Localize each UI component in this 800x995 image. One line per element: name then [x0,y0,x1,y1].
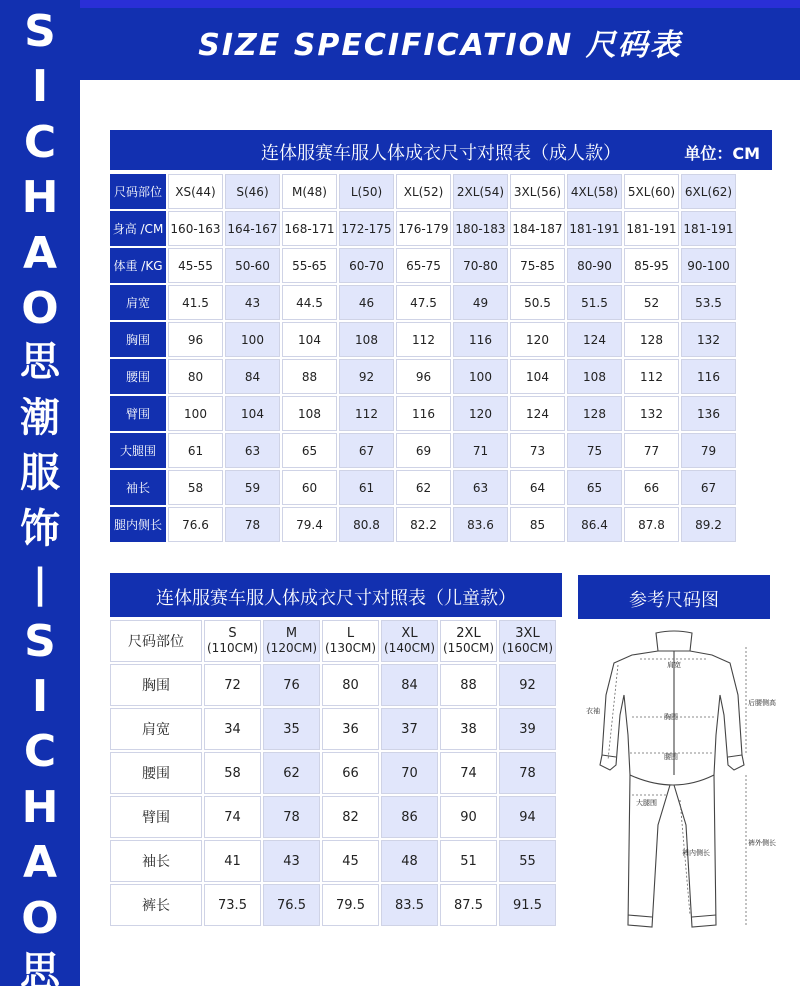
row-label: 腰围 [110,359,166,394]
table-cell: 74 [204,796,261,838]
table-cell: 116 [396,396,451,431]
table-cell: 58 [204,752,261,794]
table-cell: 66 [322,752,379,794]
size-height: (150CM) [443,640,494,655]
table-cell: 75-85 [510,248,565,283]
size-header-cell [204,620,261,662]
table-cell: 164-167 [225,211,280,246]
brand-char: O [21,283,59,334]
brand-char: C [23,117,57,168]
table-cell: 6XL(62) [681,174,736,209]
table-cell: 75 [567,433,622,468]
kids-table-row [110,840,556,882]
table-cell: 35 [263,708,320,750]
adult-table-row [110,322,736,357]
diagram-label-outseam: 裤外侧长 [748,839,776,847]
diagram-label-chest: 胸围 [664,713,678,721]
table-cell: 82 [322,796,379,838]
table-cell: 104 [282,322,337,357]
row-label: 臂围 [110,396,166,431]
table-cell: 136 [681,396,736,431]
brand-char: S [24,6,56,57]
table-cell: 73 [510,433,565,468]
size-header-cell [440,620,497,662]
row-label: 袖长 [110,840,202,882]
table-cell: 2XL(54) [453,174,508,209]
table-cell: 86.4 [567,507,622,542]
table-cell: 71 [453,433,508,468]
size-height: (110CM) [207,640,258,655]
table-cell: 59 [225,470,280,505]
table-cell: 108 [282,396,337,431]
table-cell: 65-75 [396,248,451,283]
kids-table-title: 连体服赛车服人体成衣尺寸对照表（儿童款） [156,588,516,609]
table-cell: 38 [440,708,497,750]
brand-char: 饰 [20,506,60,552]
table-cell: 78 [499,752,556,794]
table-cell: 41.5 [168,285,223,320]
table-cell: 45-55 [168,248,223,283]
table-cell: 76.5 [263,884,320,926]
table-cell: 104 [225,396,280,431]
table-cell: 49 [453,285,508,320]
table-cell: S(46) [225,174,280,209]
row-label: 肩宽 [110,708,202,750]
kids-table-row [110,884,556,926]
size-name: S [228,626,237,642]
racing-suit-diagram [578,625,776,935]
table-cell: 132 [624,396,679,431]
brand-char: H [21,782,59,833]
banner-strip [80,0,800,8]
table-cell: 61 [168,433,223,468]
brand-char: I [31,671,49,722]
table-cell: 79.4 [282,507,337,542]
table-cell: 80-90 [567,248,622,283]
table-cell: 77 [624,433,679,468]
table-cell: 112 [339,396,394,431]
table-cell: 80 [322,664,379,706]
table-cell: 80.8 [339,507,394,542]
adult-table-unit: 单位：CM [684,144,760,163]
table-cell: 180-183 [453,211,508,246]
reference-title: 参考尺码图 [629,590,719,611]
diagram-label-thigh: 大腿围 [636,799,657,807]
table-cell: 132 [681,322,736,357]
table-cell: 84 [225,359,280,394]
table-cell: 108 [567,359,622,394]
size-name: L [346,626,355,642]
table-cell: XS(44) [168,174,223,209]
size-height: (130CM) [325,640,376,655]
table-cell: 65 [567,470,622,505]
size-header-cell [381,620,438,662]
table-cell: 172-175 [339,211,394,246]
brand-vertical-text [0,0,80,995]
table-cell: 108 [339,322,394,357]
table-cell: 58 [168,470,223,505]
table-cell: 87.8 [624,507,679,542]
adult-table-row [110,285,736,320]
table-cell: 46 [339,285,394,320]
table-cell: 78 [225,507,280,542]
brand-char: I [31,61,49,112]
table-cell: 60-70 [339,248,394,283]
table-cell: 63 [453,470,508,505]
table-cell: 61 [339,470,394,505]
size-height: (160CM) [502,640,553,655]
table-cell: 120 [453,396,508,431]
brand-char: O [21,893,59,944]
table-cell: 50-60 [225,248,280,283]
table-cell: 67 [339,433,394,468]
row-label: 腰围 [110,752,202,794]
table-cell: 63 [225,433,280,468]
size-header-cell [263,620,320,662]
kids-table-row [110,796,556,838]
table-cell: 100 [168,396,223,431]
kids-table-header-row [110,620,556,662]
table-cell: 160-163 [168,211,223,246]
table-cell: 92 [339,359,394,394]
adult-table-header [110,130,772,170]
row-label: 尺码部位 [110,620,202,662]
table-cell: 124 [510,396,565,431]
table-cell: 65 [282,433,337,468]
table-cell: 78 [263,796,320,838]
adult-table-row [110,396,736,431]
table-cell: 62 [263,752,320,794]
adult-table-row [110,470,736,505]
adult-table-row [110,174,736,209]
row-label: 体重 /KG [110,248,166,283]
table-cell: 55-65 [282,248,337,283]
table-cell: 96 [168,322,223,357]
table-cell: 47.5 [396,285,451,320]
table-cell: 100 [453,359,508,394]
size-name: 3XL [515,626,540,642]
adult-table-row [110,211,736,246]
table-cell: XL(52) [396,174,451,209]
table-cell: 70-80 [453,248,508,283]
table-cell: 67 [681,470,736,505]
table-cell: 168-171 [282,211,337,246]
table-cell: 112 [624,359,679,394]
table-cell: 4XL(58) [567,174,622,209]
table-cell: 43 [225,285,280,320]
kids-table-row [110,752,556,794]
table-cell: 112 [396,322,451,357]
table-cell: 44.5 [282,285,337,320]
table-cell: 36 [322,708,379,750]
table-cell: 45 [322,840,379,882]
row-label: 胸围 [110,664,202,706]
size-header-cell [499,620,556,662]
adult-table-row [110,248,736,283]
table-cell: 73.5 [204,884,261,926]
kids-size-table [108,618,558,928]
row-label: 大腿围 [110,433,166,468]
brand-char: | [32,561,48,607]
size-height: (120CM) [266,640,317,655]
adult-table-row [110,507,736,542]
top-banner [80,0,800,80]
table-cell: 62 [396,470,451,505]
table-cell: 43 [263,840,320,882]
table-cell: 104 [510,359,565,394]
table-cell: 39 [499,708,556,750]
row-label: 腿内侧长 [110,507,166,542]
kids-table-row [110,664,556,706]
table-cell: 87.5 [440,884,497,926]
diagram-label-waist: 腰围 [664,753,678,761]
banner-title: SIZE SPECIFICATION 尺码表 [198,28,682,63]
size-name: M [285,626,298,642]
row-label: 肩宽 [110,285,166,320]
brand-char: C [23,726,57,777]
table-cell: 89.2 [681,507,736,542]
table-cell: 64 [510,470,565,505]
table-cell: 66 [624,470,679,505]
adult-table-row [110,359,736,394]
brand-char: 潮 [20,395,60,441]
table-cell: 84 [381,664,438,706]
table-cell: 79 [681,433,736,468]
size-name: 2XL [456,626,481,642]
diagram-label-sleeve: 衣袖 [586,707,600,715]
table-cell: 176-179 [396,211,451,246]
table-cell: 34 [204,708,261,750]
table-cell: M(48) [282,174,337,209]
table-cell: 83.5 [381,884,438,926]
size-header-cell [322,620,379,662]
table-cell: 120 [510,322,565,357]
table-cell: 184-187 [510,211,565,246]
racing-suit-illustration [578,625,776,935]
table-cell: 5XL(60) [624,174,679,209]
table-cell: 181-191 [681,211,736,246]
table-cell: 116 [681,359,736,394]
row-label: 身高 /CM [110,211,166,246]
table-cell: 88 [282,359,337,394]
diagram-label-back-length: 后腰侧高 [748,699,776,707]
table-cell: 53.5 [681,285,736,320]
table-cell: 94 [499,796,556,838]
adult-table-row [110,433,736,468]
table-cell: 128 [567,396,622,431]
row-label: 胸围 [110,322,166,357]
brand-char: 思 [20,339,60,385]
table-cell: 74 [440,752,497,794]
brand-char: A [22,228,58,279]
table-cell: 85-95 [624,248,679,283]
table-cell: 51.5 [567,285,622,320]
table-cell: 116 [453,322,508,357]
table-cell: 69 [396,433,451,468]
table-cell: 70 [381,752,438,794]
reference-header [578,575,770,619]
table-cell: 181-191 [567,211,622,246]
table-cell: 52 [624,285,679,320]
table-cell: 48 [381,840,438,882]
brand-char: A [22,837,58,888]
brand-char: S [24,616,56,667]
table-cell: 88 [440,664,497,706]
size-name: XL [401,626,418,642]
table-cell: 82.2 [396,507,451,542]
adult-table-title: 连体服赛车服人体成衣尺寸对照表（成人款） [261,143,621,164]
table-cell: 92 [499,664,556,706]
diagram-label-shoulder: 肩宽 [667,661,681,669]
table-cell: 55 [499,840,556,882]
table-cell: 83.6 [453,507,508,542]
table-cell: 79.5 [322,884,379,926]
kids-table-header [110,573,562,617]
table-cell: 124 [567,322,622,357]
size-height: (140CM) [384,640,435,655]
table-cell: 128 [624,322,679,357]
table-cell: 72 [204,664,261,706]
row-label: 尺码部位 [110,174,166,209]
table-cell: 181-191 [624,211,679,246]
table-cell: 96 [396,359,451,394]
table-cell: 37 [381,708,438,750]
adult-size-table [108,172,738,544]
diagram-label-inseam: 裤内侧长 [682,849,710,857]
table-cell: 76 [263,664,320,706]
table-cell: L(50) [339,174,394,209]
table-cell: 91.5 [499,884,556,926]
table-cell: 51 [440,840,497,882]
brand-char: 服 [20,450,60,496]
table-cell: 50.5 [510,285,565,320]
brand-char: 思 [20,949,60,995]
row-label: 袖长 [110,470,166,505]
table-cell: 60 [282,470,337,505]
row-label: 裤长 [110,884,202,926]
brand-char: H [21,172,59,223]
table-cell: 90-100 [681,248,736,283]
table-cell: 41 [204,840,261,882]
table-cell: 85 [510,507,565,542]
table-cell: 3XL(56) [510,174,565,209]
table-cell: 76.6 [168,507,223,542]
row-label: 臂围 [110,796,202,838]
table-cell: 86 [381,796,438,838]
table-cell: 90 [440,796,497,838]
kids-table-row [110,708,556,750]
table-cell: 100 [225,322,280,357]
table-cell: 80 [168,359,223,394]
